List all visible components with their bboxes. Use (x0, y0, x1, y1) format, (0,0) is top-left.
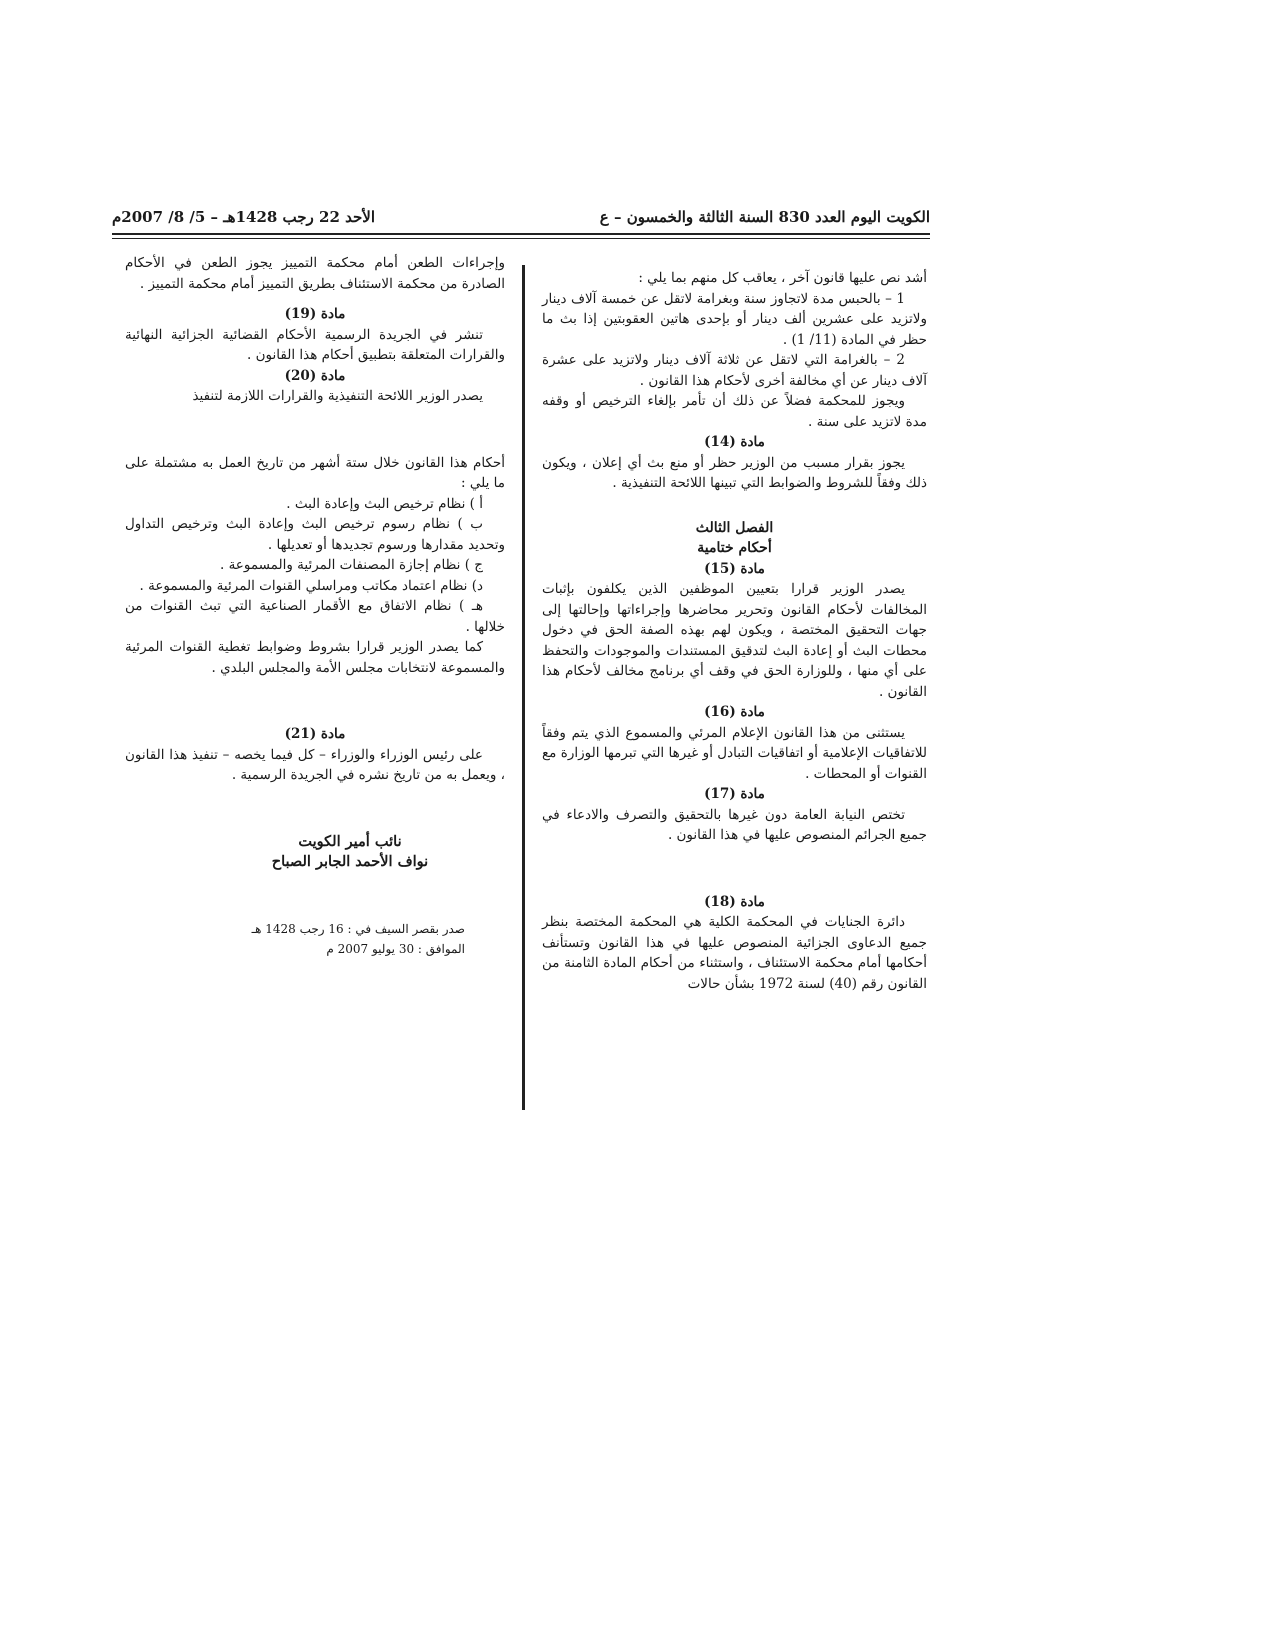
article-text: على رئيس الوزراء والوزراء – كل فيما يخصه – تنفيذ هذا القانون ، ويعمل به من تاريخ نشره في الجريدة الرسمية . (125, 746, 505, 783)
paragraph: وإجراءات الطعن أمام محكمة التمييز يجوز الطعن في الأحكام الصادرة من محكمة الاستئناف بطريق التمييز أمام محكمة التمييز . (125, 255, 505, 292)
paragraph: أشد نص عليها قانون آخر ، يعاقب كل منهم بما يلي : (638, 270, 927, 286)
article-title: مادة (20) (284, 367, 346, 384)
article-text: يجوز بقرار مسبب من الوزير حظر أو منع بث أي إعلان ، ويكون ذلك وفقاً للشروط والضوابط التي تبينها اللائحة التنفيذية . (542, 454, 927, 491)
article-title: مادة (21) (284, 726, 346, 742)
article-title: مادة (14) (704, 434, 765, 450)
article-text: يصدر الوزير قرارا بتعيين الموظفين الذين يكلفون بإثبات المخالفات لأحكام القانون وتحرير محاضرها وإجراءاتها وإحالتها إلى جهات التحقيق المختصة ، ويكون لهم بهذه الصفة الحق في دخول محطات البث أو إعادة البث لتدقيق المستندات والموجودات والتحفظ على أي منها ، وللوزارة الحق في وقف أي برنامج مخالف لأحكام هذا القانون . (542, 581, 927, 700)
signature-title: نائب أمير الكويت (298, 832, 402, 850)
paragraph: 1 – بالحبس مدة لاتجاوز سنة وبغرامة لاتقل عن خمسة آلاف دينار ولاتزيد على عشرين ألف دينار أو بإحدى هاتين العقوبتين إذا بث ما حظر في المادة (11/ 1) . (542, 290, 927, 348)
header-rule (112, 233, 930, 235)
article-title: مادة (18) (704, 893, 765, 910)
article-title: مادة (16) (704, 704, 765, 720)
article-title: مادة (19) (284, 306, 346, 322)
page-header (112, 202, 930, 232)
article-text: يستثنى من هذا القانون الإعلام المرئي والمسموع الذي يتم وفقاً للاتفاقيات الإعلامية أو اتفاقيات التبادل أو غيرها التي تبرمها الوزارة مع القنوات أو المحطات . (542, 724, 927, 782)
list-item: ج ) نظام إجازة المصنفات المرئية والمسموعة . (219, 557, 483, 573)
chapter-title: الفصل الثالث (695, 519, 774, 536)
article-text: تختص النيابة العامة دون غيرها بالتحقيق والتصرف والادعاء في جميع الجرائم المنصوص عليها في هذا القانون . (542, 806, 927, 843)
article-title: مادة (15) (704, 560, 765, 577)
issued-date: الموافق : 30 يوليو 2007 م (326, 942, 465, 956)
list-item: د) نظام اعتماد مكاتب ومراسلي القنوات المرئية والمسموعة . (139, 577, 483, 594)
list-item: هـ ) نظام الاتفاق مع الأقمار الصناعية التي تبث القنوات من خلالها . (125, 598, 505, 635)
publication-info: الكويت اليوم العدد 830 السنة الثالثة والخمسون – ع (599, 208, 930, 226)
list-item: ب ) نظام رسوم ترخيص البث وإعادة البث وترخيص التداول وتحديد مقدارها ورسوم تجديدها أو تعديلها . (125, 516, 505, 553)
article-text: يصدر الوزير اللائحة التنفيذية والقرارات اللازمة لتنفيذ (192, 388, 483, 404)
paragraph: 2 – بالغرامة التي لاتقل عن ثلاثة آلاف دينار ولاتزيد على عشرة آلاف دينار عن أي مخالفة أخرى لأحكام هذا القانون . (542, 352, 927, 389)
header-rule-thin (112, 238, 930, 239)
column-divider (522, 265, 525, 1110)
chapter-subtitle: أحكام ختامية (697, 540, 772, 556)
list-item: أ ) نظام ترخيص البث وإعادة البث . (286, 495, 483, 512)
paragraph: كما يصدر الوزير قرارا بشروط وضوابط تغطية القنوات المرئية والمسموعة لانتخابات مجلس الأمة والمجلس البلدي . (125, 639, 505, 676)
article-text: تنشر في الجريدة الرسمية الأحكام القضائية الجزائية النهائية والقرارات المتعلقة بتطبيق أحكام هذا القانون . (125, 326, 505, 363)
signature-name: نواف الأحمد الجابر الصباح (271, 853, 429, 870)
article-title: مادة (17) (704, 786, 765, 802)
paragraph: ويجوز للمحكمة فضلاً عن ذلك أن تأمر بإلغاء الترخيص أو وقفه مدة لاتزيد على سنة . (542, 393, 927, 430)
issued-place: صدر بقصر السيف في : 16 رجب 1428 هـ (251, 921, 465, 936)
article-text: دائرة الجنايات في المحكمة الكلية هي المحكمة المختصة بنظر جميع الدعاوى الجزائية المنصوص عليها في هذا القانون وتستأنف أحكامها أمام محكمة الاستئناف ، واستثناء من أحكام المادة الثامنة من القانون رقم (40) لسنة 1972 بشأن حالات (542, 914, 927, 992)
left-column (125, 253, 505, 960)
issue-date: الأحد 22 رجب 1428هـ – 5/ 8/ 2007م (112, 208, 375, 226)
right-column (542, 268, 927, 994)
article-text-continued: أحكام هذا القانون خلال ستة أشهر من تاريخ العمل به مشتملة على ما يلي : (125, 454, 505, 491)
